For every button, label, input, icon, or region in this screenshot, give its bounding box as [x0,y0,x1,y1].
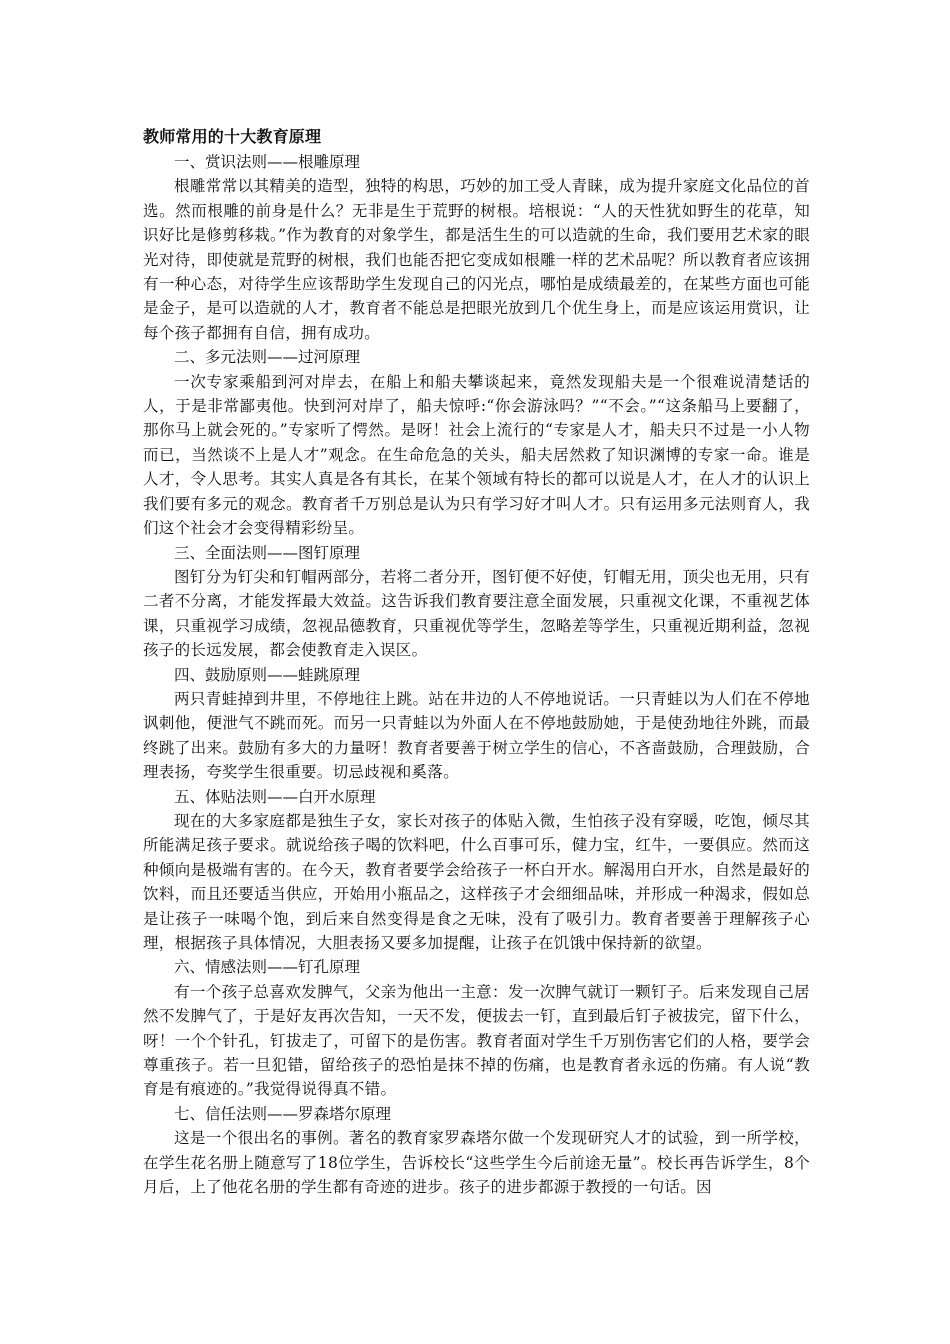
section-heading: 三、全面法则——图钉原理 [174,543,361,562]
section-heading: 一、赏识法则——根雕原理 [174,153,361,171]
section-paragraph: 图钉分为钉尖和钉帽两部分，若将二者分开，图钉便不好使，钉帽无用，顶尖也无用，只有二者不分离，才能发挥最大效益。这告诉我们教育要注意全面发展，只重视文化课，不重视艺体课，只重视学习成绩，忽视品德教育，只重视优等学生，忽略差等学生，只重视近期利益，忽视孩子的长远发展，都会使教育走入误区。 [143,567,810,660]
section-paragraph: 两只青蛙掉到井里，不停地往上跳。站在井边的人不停地说话。一只青蛙以为人们在不停地讽刺他，便泄气不跳而死。而另一只青蛙以为外面人在不停地鼓励她，于是使劲地往外跳，而最终跳了出来。鼓励有多大的力量呀！教育者要善于树立学生的信心，不吝啬鼓励，合理鼓励，合理表扬，夸奖学生很重要。切忌歧视和奚落。 [143,689,810,782]
section-paragraph: 有一个孩子总喜欢发脾气，父亲为他出一主意：发一次脾气就订一颗钉子。后来发现自己居然不发脾气了，于是好友再次告知，一天不发，便拔去一钉，直到最后钉子被拔完，留下什么，呀！一个个针孔，钉拔走了，可留下的是伤害。教育者面对学生千万别伤害它们的人格，要学会尊重孩子。若一旦犯错，留给孩子的恐怕是抹不掉的伤痛，也是教育者永远的伤痛。有人说“教育是有痕迹的。”我觉得说得真不错。 [143,982,810,1099]
section-3 [143,541,810,663]
section-6 [143,955,810,1101]
section-heading: 六、情感法则——钉孔原理 [174,958,361,977]
section-paragraph: 根雕常常以其精美的造型，独特的构思，巧妙的加工受人青睐，成为提升家庭文化品位的首选。然而根雕的前身是什么？无非是生于荒野的树根。培根说：“人的天性犹如野生的花草，知识好比是修剪移栽。”作为教育的对象学生，都是活生生的可以造就的生命，我们要用艺术家的眼光对待，即使就是荒野的树根，我们也能否把它变成如根雕一样的艺术品呢？所以教育者应该拥有一种心态，对待学生应该帮助学生发现自己的闪光点，哪怕是成绩最差的，在某些方面也可能是金子，是可以造就的人才，教育者不能总是把眼光放到几个优生身上，而是应该运用赏识，让每个孩子都拥有自信，拥有成功。 [143,177,810,342]
section-7 [143,1102,810,1200]
section-paragraph: 这是一个很出名的事例。著名的教育家罗森塔尔做一个发现研究人才的试验，到一所学校，在学生花名册上随意写了18位学生，告诉校长“这些学生今后前途无量”。校长再告诉学生，8个月后，上了他花名册的学生都有奇迹的进步。孩子的进步都源于教授的一句话。因 [143,1129,810,1197]
section-heading: 二、多元法则——过河原理 [174,348,361,367]
section-paragraph: 一次专家乘船到河对岸去，在船上和船夫攀谈起来，竟然发现船夫是一个很难说清楚话的人，于是非常鄙夷他。快到河对岸了，船夫惊呼:“你会游泳吗？”“不会。”“这条船马上要翻了，那你马上就会死的。”专家听了愕然。是呀！社会上流行的“专家是人才，船夫只不过是一小人物而已，当然谈不上是人才”观念。在生命危急的关头，船夫居然救了知识渊博的专家一命。谁是人才，令人思考。其实人真是各有其长，在某个领域有特长的都可以说是人才，在人才的认识上我们要有多元的观念。教育者千万别总是认为只有学习好才叫人才。只有运用多元法则育人，我们这个社会才会变得精彩纷呈。 [143,372,810,538]
section-heading: 七、信任法则——罗森塔尔原理 [174,1104,392,1123]
section-1 [143,150,810,345]
section-2 [143,345,810,540]
section-4 [143,663,810,785]
section-heading: 四、鼓励原则——蛙跳原理 [174,665,361,684]
section-5 [143,785,810,956]
section-heading: 五、体贴法则——白开水原理 [174,787,376,806]
document-title: 教师常用的十大教育原理 [143,127,322,146]
section-paragraph: 现在的大多家庭都是独生子女，家长对孩子的体贴入微，生怕孩子没有穿暖，吃饱，倾尽其所能满足孩子要求。就说给孩子喝的饮料吧，什么百事可乐，健力宝，红牛，一要俱应。然而这种倾向是极端有害的。在今天，教育者要学会给孩子一杯白开水。解渴用白开水，自然是最好的饮料，而且还要适当供应，开始用小瓶品之，这样孩子才会细细品味，并形成一种渴求，假如总是让孩子一味喝个饱，到后来自然变得是食之无味，没有了吸引力。教育者要善于理解孩子心理，根据孩子具体情况，大胆表扬又要多加提醒，让孩子在饥饿中保持新的欲望。 [143,811,810,952]
